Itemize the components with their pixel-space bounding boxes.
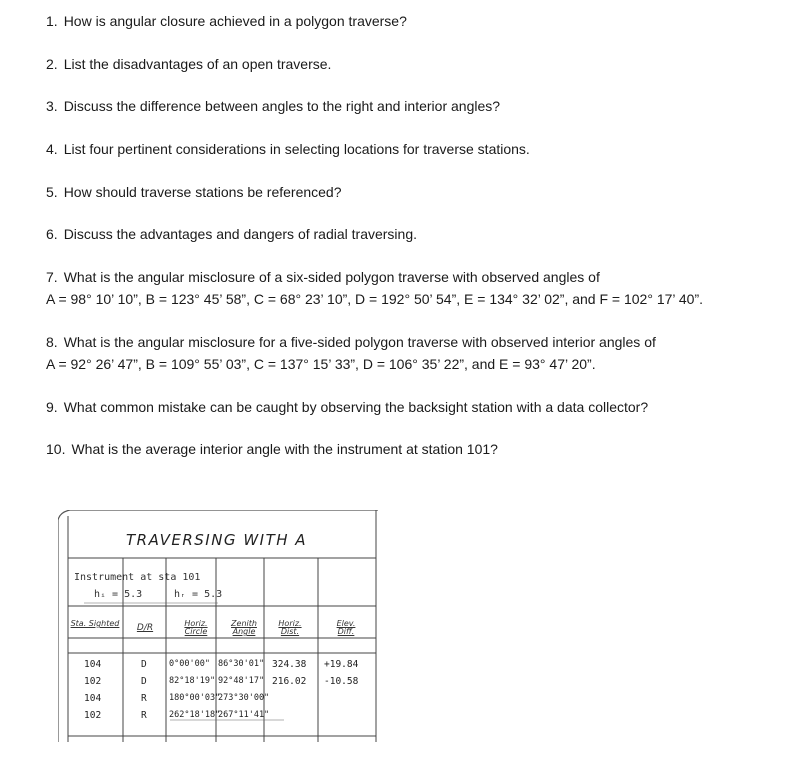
question-text: Discuss the advantages and dangers of radial traversing. <box>63 226 418 242</box>
question-1 <box>46 10 407 32</box>
zenith-angle-cell: 86°30'01" <box>218 659 265 669</box>
question-8 <box>46 331 656 353</box>
question-text: What is the angular misclosure of a six-sided polygon traverse with observed angles of <box>63 269 600 285</box>
horizontal-circle-cell: 0°00'00" <box>169 659 210 669</box>
question-7-angles: A = 98° 10’ 10”, B = 123° 45’ 58”, C = 68° 23’ 10”, D = 192° 50’ 54”, E = 134° 32’ 02”, and F = 102° 17’ 40”. <box>46 291 704 307</box>
question-number: 4. <box>46 141 58 157</box>
instrument-station-note: Instrument at sta 101 <box>74 572 201 583</box>
header-horizontal-distance: Horiz. Dist. <box>278 619 302 636</box>
face-cell: R <box>141 693 147 704</box>
header-station-sighted: Sta. Sighted <box>70 619 120 628</box>
header-horizontal-circle: Horiz. Circle <box>184 619 208 636</box>
question-text: What is the angular misclosure for a five-sided polygon traverse with observed interior angles of <box>63 334 656 350</box>
question-number: 6. <box>46 226 58 242</box>
horizontal-circle-cell: 180°00'03" <box>169 693 221 703</box>
question-number: 1. <box>46 13 58 29</box>
question-number: 8. <box>46 334 58 350</box>
question-number: 7. <box>46 269 58 285</box>
question-text: How is angular closure achieved in a polygon traverse? <box>63 13 407 29</box>
header-zenith-angle: Zenith Angle <box>231 619 257 636</box>
question-9 <box>46 396 648 418</box>
question-4 <box>46 138 530 160</box>
question-text: List four pertinent considerations in selecting locations for traverse stations. <box>63 141 530 157</box>
horizontal-circle-cell: 262°18'18" <box>169 710 221 720</box>
field-book-title: TRAVERSING WITH A <box>126 531 308 549</box>
distance-cell: 324.38 <box>272 659 307 670</box>
face-cell: D <box>141 676 147 687</box>
distance-cell: 216.02 <box>272 676 307 687</box>
question-7 <box>46 266 600 288</box>
question-text: Discuss the difference between angles to the right and interior angles? <box>63 98 501 114</box>
elevation-cell: -10.58 <box>324 676 359 687</box>
question-number: 2. <box>46 56 58 72</box>
station-cell: 102 <box>84 710 102 721</box>
question-text: What is the average interior angle with the instrument at station 101? <box>71 441 498 457</box>
header-elevation-difference: Elev. Diff. <box>336 619 356 636</box>
question-number: 3. <box>46 98 58 114</box>
station-cell: 104 <box>84 659 102 670</box>
question-number: 10. <box>46 441 66 457</box>
question-text: What common mistake can be caught by observing the backsight station with a data collector? <box>63 399 649 415</box>
station-cell: 104 <box>84 693 102 704</box>
face-cell: R <box>141 710 147 721</box>
question-number: 5. <box>46 184 58 200</box>
zenith-angle-cell: 92°48'17" <box>218 676 265 686</box>
horizontal-circle-cell: 82°18'19" <box>169 676 216 686</box>
station-cell: 102 <box>84 676 102 687</box>
zenith-angle-cell: 273°30'00" <box>218 693 270 703</box>
zenith-angle-cell: 267°11'41" <box>218 710 270 720</box>
question-3 <box>46 95 500 117</box>
question-8-angles: A = 92° 26’ 47”, B = 109° 55’ 03”, C = 137° 15’ 33”, D = 106° 35’ 22”, and E = 93° 47’ 20”. <box>46 356 596 372</box>
question-5 <box>46 181 342 203</box>
face-cell: D <box>141 659 147 670</box>
question-6 <box>46 223 417 245</box>
instrument-height: hᵢ = 5.3 <box>94 589 143 600</box>
field-book-sheet <box>58 510 378 742</box>
question-text: List the disadvantages of an open traverse. <box>63 56 332 72</box>
question-text: How should traverse stations be referenced? <box>63 184 342 200</box>
question-10 <box>46 438 498 460</box>
elevation-cell: +19.84 <box>324 659 359 670</box>
question-2 <box>46 53 331 75</box>
question-number: 9. <box>46 399 58 415</box>
header-direct-reverse: D/R <box>136 623 154 633</box>
target-height: hᵣ = 5.3 <box>174 589 223 600</box>
